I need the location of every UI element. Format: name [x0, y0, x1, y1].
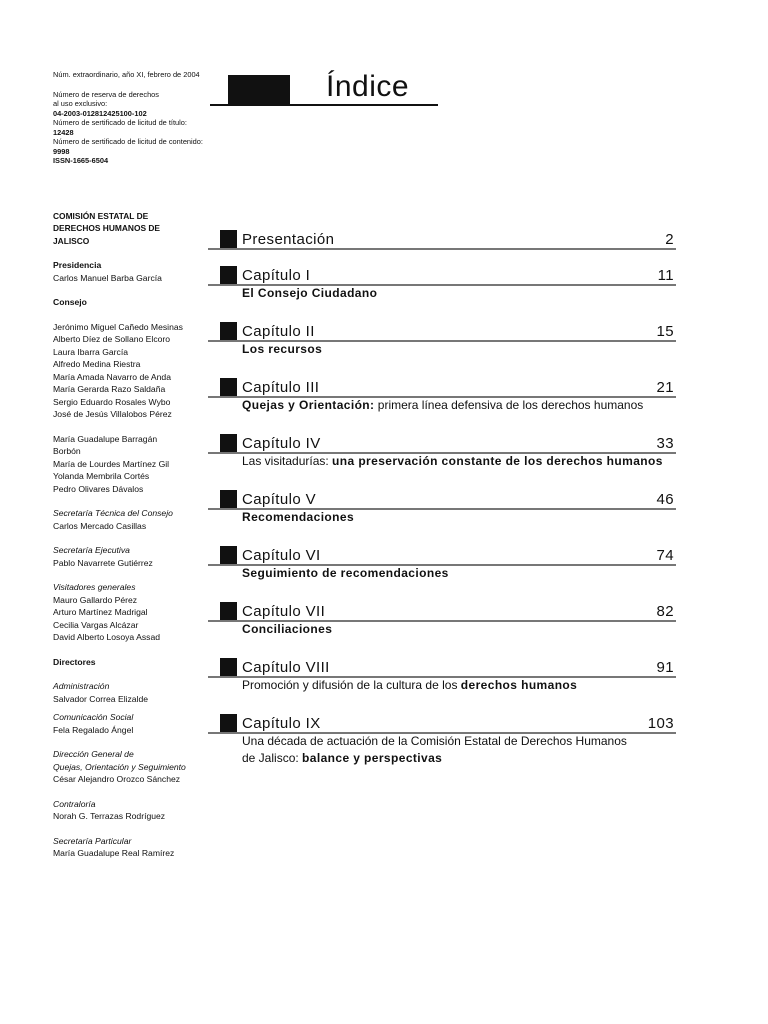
entry-subtitle — [242, 565, 682, 582]
list-item: Jerónimo Miguel Cañedo Mesinas — [53, 321, 183, 332]
visitadores-label: Visitadores generales — [53, 582, 136, 592]
entry-subtitle — [242, 285, 682, 302]
list-item: María Guadalupe Barragán — [53, 433, 158, 444]
entry-head — [242, 322, 674, 341]
list-item: Laura Ibarra García — [53, 346, 128, 357]
reserve-number: 04-2003-012812425100-102 — [53, 108, 147, 118]
list-item: Yolanda Membrila Cortés — [53, 471, 150, 481]
list-item: David Alberto Losoya Assad — [53, 632, 161, 642]
entry-marker — [220, 230, 237, 249]
title-cert-label: Número de sertificado de licitud de título: — [53, 118, 187, 127]
visitadores-list — [53, 594, 213, 644]
entry-page: 21 — [656, 379, 674, 396]
entry-subtitle-bold: Conciliaciones — [242, 622, 333, 636]
entry-head — [242, 434, 674, 453]
list-item: José de Jesús Villalobos Pérez — [53, 409, 172, 419]
list-item: María Gerarda Razo Saldaña — [53, 384, 166, 394]
entry-subtitle-bold: balance y perspectivas — [302, 751, 443, 765]
consejo-list-1 — [53, 321, 213, 421]
entry-page: 11 — [657, 267, 674, 284]
direccion-general-label: Dirección General de — [53, 749, 134, 759]
entry-subtitle — [242, 621, 682, 638]
entry-subtitle-bold: Seguimiento de recomendaciones — [242, 566, 449, 580]
direccion-general-label-2: Quejas, Orientación y Seguimiento — [53, 761, 186, 772]
entry-subtitle-bold: una preservación constante de los derechos humanos — [332, 454, 663, 468]
entry-page: 15 — [656, 323, 674, 340]
entry-rule — [208, 248, 676, 250]
entry-subtitle-bold: Quejas y Orientación: — [242, 398, 375, 412]
content-cert-number: 9998 — [53, 146, 70, 156]
entry-page: 91 — [656, 659, 674, 676]
entry-page: 33 — [656, 435, 674, 452]
entry-marker — [220, 546, 237, 565]
consejo-label: Consejo — [53, 297, 87, 307]
secretaria-tecnica-label: Secretaría Técnica del Consejo — [53, 508, 173, 518]
list-item: Alfredo Medina Riestra — [53, 359, 141, 369]
entry-subtitle-pre-2: de Jalisco: — [242, 751, 303, 765]
entry-marker — [220, 266, 237, 285]
list-item: Borbón — [53, 446, 81, 456]
entry-head — [242, 546, 674, 565]
entry-label: Presentación — [242, 231, 335, 248]
content-cert-label: Número de sertificado de licitud de contenido: — [53, 137, 203, 146]
issn: ISSN-1665-6504 — [53, 156, 109, 165]
entry-head — [242, 490, 674, 509]
entry-subtitle-rest: primera línea defensiva de los derechos humanos — [374, 398, 644, 412]
list-item: Pedro Olivares Dávalos — [53, 483, 144, 494]
entry-head — [242, 602, 674, 621]
entry-label: Capítulo VII — [242, 603, 326, 620]
contraloria-label: Contraloría — [53, 798, 96, 809]
entry-head — [242, 230, 674, 249]
contraloria-name: Norah G. Terrazas Rodríguez — [53, 811, 166, 821]
list-item: Sergio Eduardo Rosales Wybo — [53, 396, 171, 407]
entry-subtitle-bold: El Consejo Ciudadano — [242, 286, 378, 300]
entry-label: Capítulo III — [242, 379, 320, 396]
secretaria-particular-name: María Guadalupe Real Ramírez — [53, 848, 175, 858]
entry-label: Capítulo VIII — [242, 659, 330, 676]
presidente-name: Carlos Manuel Barba García — [53, 272, 162, 283]
issue-line: Núm. extraordinario, año XI, febrero de 2004 — [53, 70, 200, 79]
entry-marker — [220, 714, 237, 733]
secretaria-tecnica-name: Carlos Mercado Casillas — [53, 520, 147, 531]
entry-subtitle — [242, 397, 682, 414]
directores-label: Directores — [53, 656, 96, 667]
entry-subtitle-pre: Las visitadurías: — [242, 454, 333, 468]
entry-page: 82 — [656, 603, 674, 620]
entry-marker — [220, 490, 237, 509]
entry-subtitle-bold: derechos humanos — [460, 678, 578, 692]
administracion-label: Administración — [53, 681, 110, 691]
title-block — [228, 75, 290, 105]
title-rule — [210, 104, 438, 106]
entry-marker — [220, 434, 237, 453]
entry-subtitle-pre: Promoción y difusión de la cultura de los — [242, 678, 461, 692]
publication-info — [53, 70, 213, 166]
page-title: Índice — [326, 70, 410, 103]
entry-subtitle — [242, 677, 682, 694]
entry-subtitle-bold: Recomendaciones — [242, 510, 355, 524]
secretaria-ejecutiva-label: Secretaría Ejecutiva — [53, 545, 130, 555]
entry-label: Capítulo VI — [242, 547, 321, 564]
entry-subtitle — [242, 733, 682, 767]
entry-subtitle — [242, 341, 682, 358]
entry-marker — [220, 378, 237, 397]
entry-subtitle — [242, 453, 682, 470]
list-item: Mauro Gallardo Pérez — [53, 594, 138, 605]
reserve-label-2: al uso exclusivo: — [53, 99, 108, 108]
entry-marker — [220, 658, 237, 677]
list-item: Alberto Díez de Sollano Elcoro — [53, 334, 171, 344]
entry-head — [242, 658, 674, 677]
secretaria-ejecutiva-name: Pablo Navarrete Gutiérrez — [53, 557, 153, 568]
entry-head — [242, 714, 674, 733]
masthead — [53, 70, 213, 860]
organization-name: COMISIÓN ESTATAL DE DERECHOS HUMANOS DE JALISCO — [53, 210, 161, 246]
entry-label: Capítulo V — [242, 491, 317, 508]
entry-page: 2 — [665, 231, 674, 248]
reserve-label: Número de reserva de derechos — [53, 89, 159, 99]
secretaria-particular-label: Secretaría Particular — [53, 835, 132, 846]
entry-head — [242, 266, 674, 285]
entry-page: 103 — [647, 715, 674, 732]
entry-subtitle-pre: Una década de actuación de la Comisión Estatal de Derechos Humanos — [242, 734, 627, 748]
list-item: Arturo Martínez Madrigal — [53, 607, 148, 617]
entry-marker — [220, 322, 237, 341]
entry-marker — [220, 602, 237, 621]
entry-label: Capítulo II — [242, 323, 315, 340]
presidencia-label: Presidencia — [53, 260, 102, 270]
entry-subtitle — [242, 509, 682, 526]
entry-label: Capítulo I — [242, 267, 311, 284]
list-item: María de Lourdes Martínez Gil — [53, 458, 170, 469]
entry-subtitle-bold: Los recursos — [242, 342, 323, 356]
administracion-name: Salvador Correa Elizalde — [53, 693, 149, 704]
entry-label: Capítulo IV — [242, 435, 321, 452]
comunicacion-name: Fela Regalado Ángel — [53, 724, 134, 735]
index-header — [210, 70, 438, 106]
title-cert-number: 12428 — [53, 127, 74, 137]
entry-page: 74 — [656, 547, 674, 564]
entry-head — [242, 378, 674, 397]
entry-page: 46 — [656, 491, 674, 508]
direccion-general-name: César Alejandro Orozco Sánchez — [53, 774, 181, 784]
consejo-list-2 — [53, 433, 213, 496]
entry-label: Capítulo IX — [242, 715, 321, 732]
comunicacion-label: Comunicación Social — [53, 712, 134, 722]
list-item: María Amada Navarro de Anda — [53, 371, 171, 382]
list-item: Cecilia Vargas Alcázar — [53, 619, 139, 630]
